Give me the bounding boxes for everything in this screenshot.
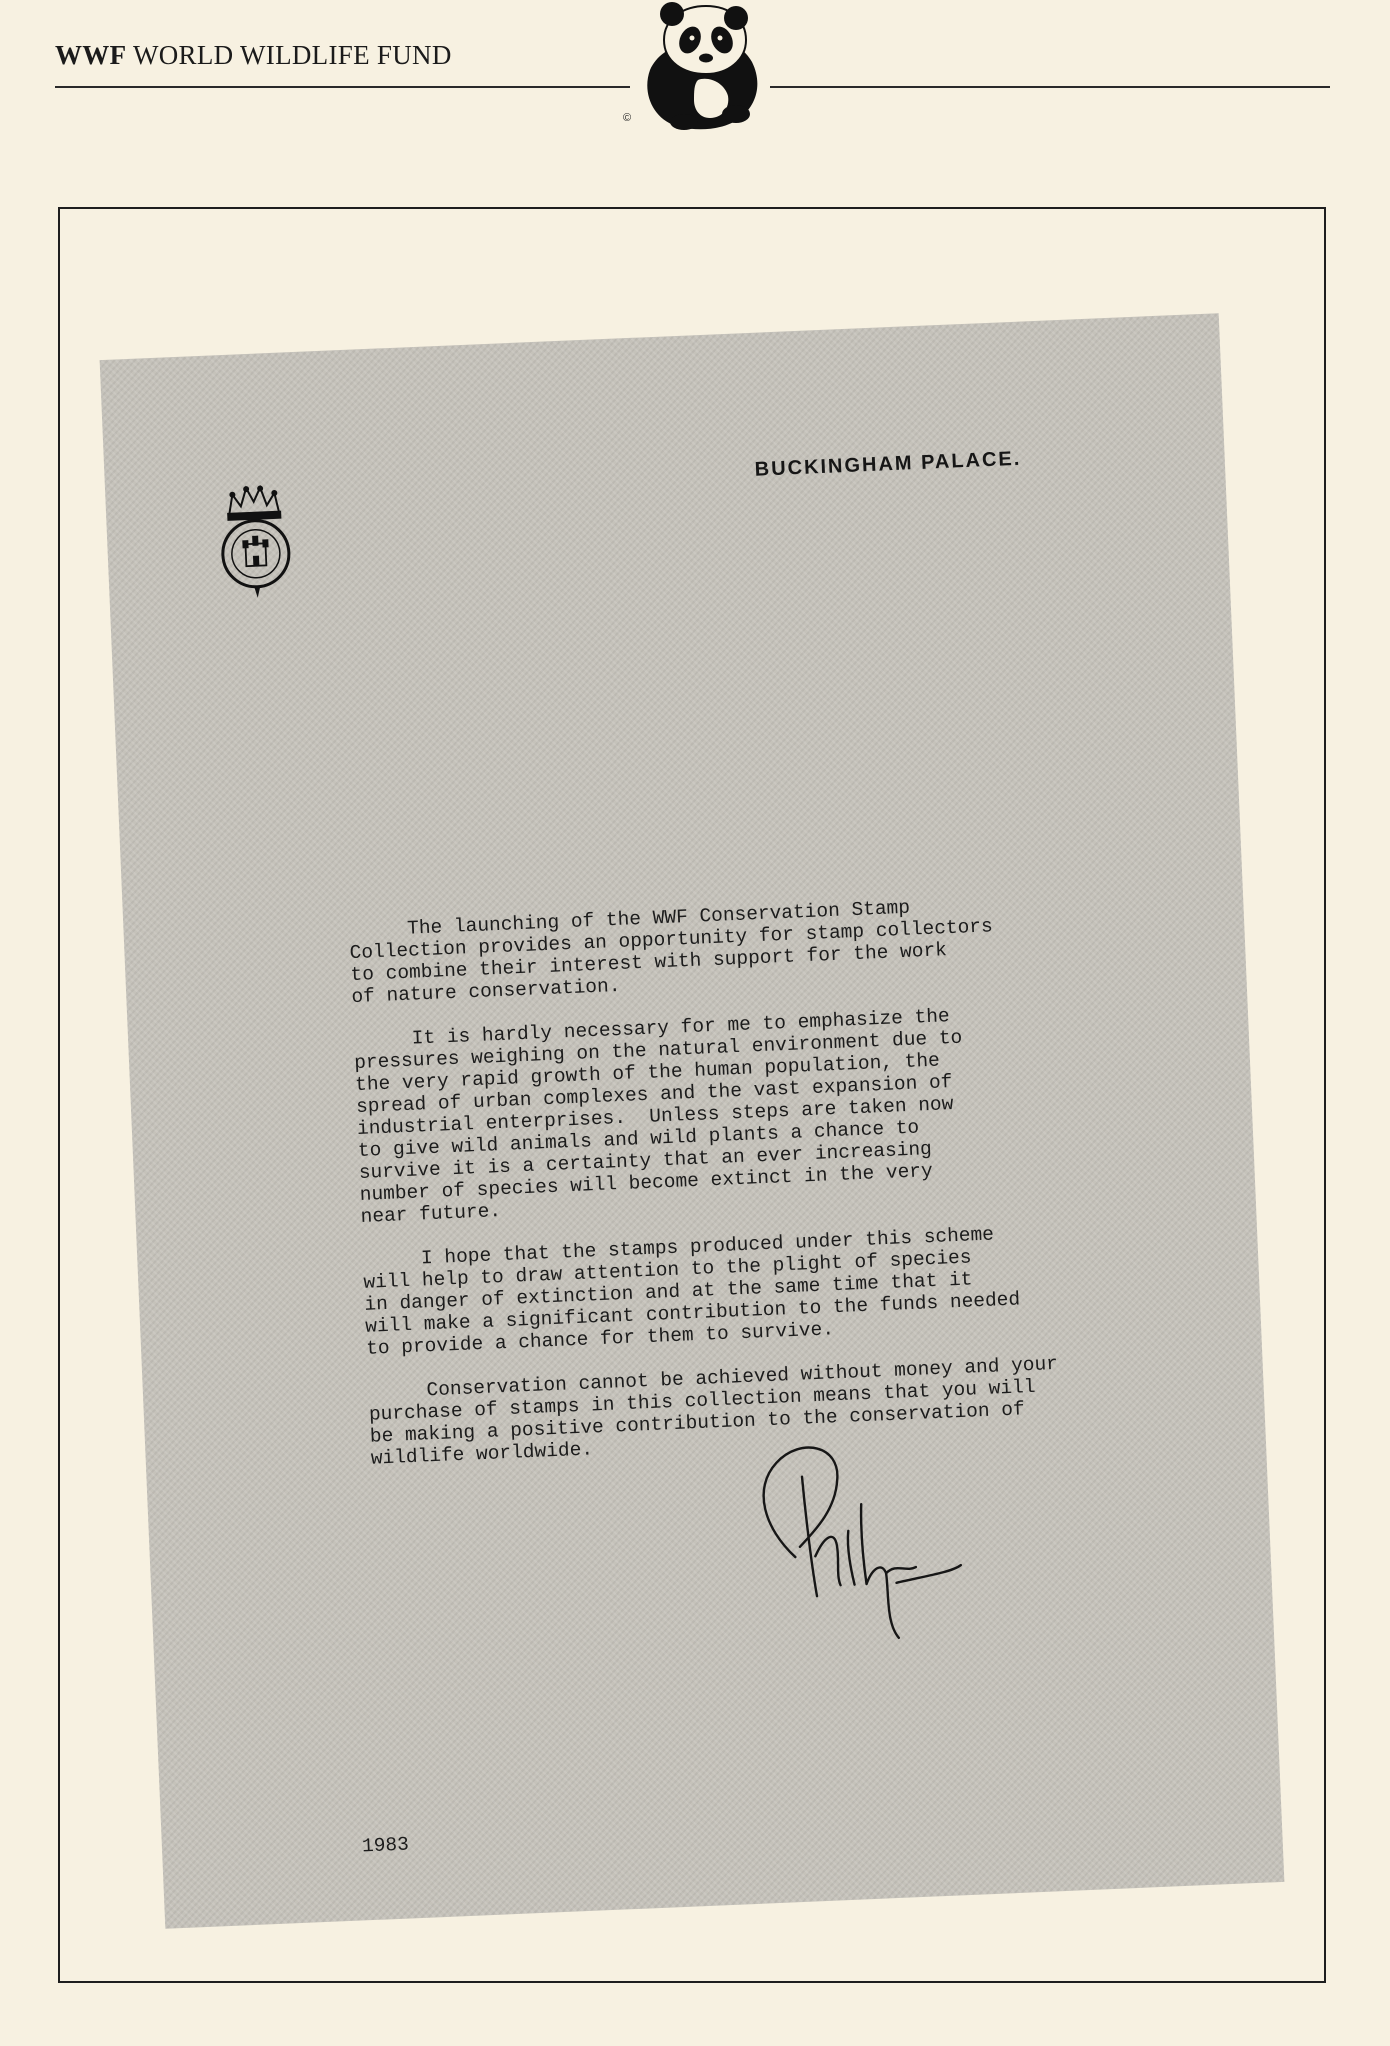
royal-crest-icon — [210, 482, 301, 601]
copyright-mark: © — [623, 112, 632, 124]
brand-full: WORLD WILDLIFE FUND — [132, 40, 452, 70]
header-rule-right — [770, 86, 1330, 88]
letter-address: BUCKINGHAM PALACE. — [754, 447, 1022, 481]
paragraph-2: It is hardly necessary for me to emphasize the pressures weighing on the natural environment due to the very rapid growth of the human population, the spread of urban complexes and the vast expansion of industrial enterprises. Unless steps are taken now to give wild animals and wild plants a chance to survive it is a certainty that an ever increasing number of species will become extinct in the very near future. — [352, 1005, 963, 1228]
letter-sheet — [100, 313, 1285, 1929]
panda-logo-icon — [628, 0, 768, 132]
signature — [740, 1430, 979, 1649]
paragraph-3: I hope that the stamps produced under this scheme will help to draw attention to the plight of species in danger of extinction and at the same time that it will make a significant contribution to the funds needed to provide a chance for them to survive. — [362, 1223, 1021, 1360]
header-rule-left — [55, 86, 630, 88]
brand-short: WWF — [55, 40, 127, 70]
header-title — [55, 40, 452, 71]
letter-year: 1983 — [361, 1833, 410, 1858]
paragraph-4: Conservation cannot be achieved without money and your purchase of stamps in this collection means that you will be making a positive contribution to the conservation of wildlife worldwide. — [367, 1352, 1059, 1470]
letter-body — [348, 888, 1131, 1491]
paragraph-1: The launching of the WWF Conservation Stamp Collection provides an opportunity for stamp collectors to combine their interest with support for the work of nature conservation. — [348, 896, 994, 1009]
